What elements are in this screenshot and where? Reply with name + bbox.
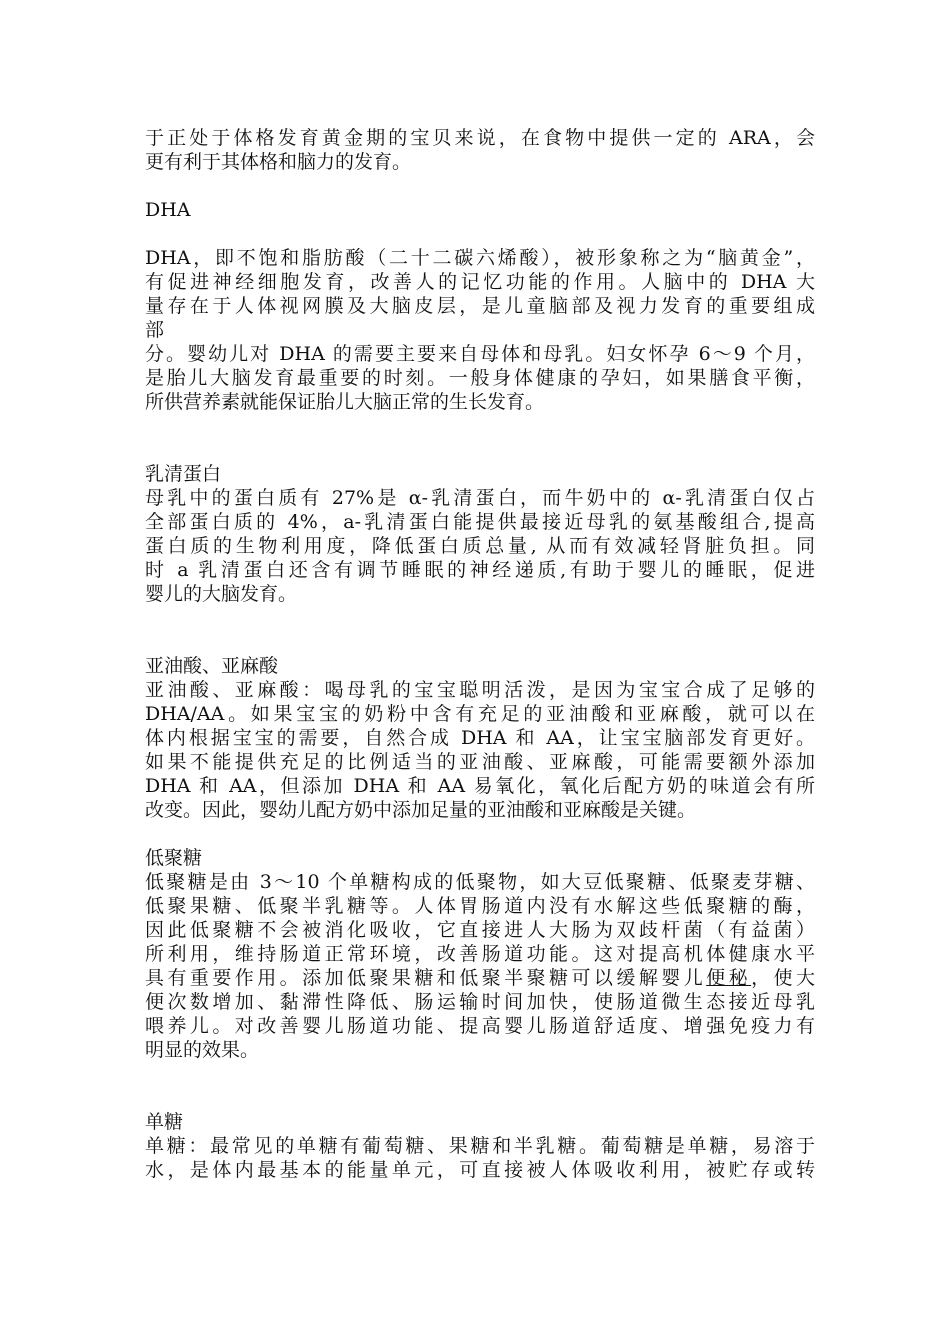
paragraph-line: 低聚糖是由 3～10 个单糖构成的低聚物，如大豆低聚糖、低聚麦芽糖、 bbox=[145, 871, 815, 893]
paragraph-line: 蛋白质的生物利用度，降低蛋白质总量, 从而有效减轻肾脏负担。同 bbox=[145, 535, 815, 557]
paragraph-line: 分。婴幼儿对 DHA 的需要主要来自母体和母乳。妇女怀孕 6～9 个月， bbox=[145, 343, 815, 365]
paragraph-line: 明显的效果。 bbox=[145, 1039, 260, 1061]
section-heading-linoleic: 亚油酸、亚麻酸 bbox=[145, 655, 279, 677]
intro-line: 于正处于体格发育黄金期的宝贝来说，在食物中提供一定的 ARA，会 bbox=[145, 127, 815, 149]
paragraph-line: 母乳中的蛋白质有 27%是 α-乳清蛋白，而牛奶中的 α-乳清蛋白仅占 bbox=[145, 487, 815, 509]
paragraph-line: 全部蛋白质的 4%，a-乳清蛋白能提供最接近母乳的氨基酸组合,提高 bbox=[145, 511, 815, 533]
paragraph-text: ，使大 bbox=[751, 967, 815, 989]
paragraph-line: 婴儿的大脑发育。 bbox=[145, 583, 298, 605]
section-heading-whey: 乳清蛋白 bbox=[145, 463, 222, 485]
paragraph-line: 喂养儿。对改善婴儿肠道功能、提高婴儿肠道舒适度、增强免疫力有 bbox=[145, 1015, 815, 1037]
paragraph-line: DHA/AA。如果宝宝的奶粉中含有充足的亚油酸和亚麻酸，就可以在 bbox=[145, 703, 815, 725]
intro-line: 更有利于其体格和脑力的发育。 bbox=[145, 151, 412, 173]
paragraph-line: 如果不能提供充足的比例适当的亚油酸、亚麻酸，可能需要额外添加 bbox=[145, 751, 815, 773]
paragraph-line: 部 bbox=[145, 319, 165, 341]
section-heading-dha: DHA bbox=[145, 199, 191, 221]
paragraph-line: 所利用，维持肠道正常环境，改善肠道功能。这对提高机体健康水平 bbox=[145, 943, 815, 965]
paragraph-line: 低聚果糖、低聚半乳糖等。人体胃肠道内没有水解这些低聚糖的酶， bbox=[145, 895, 815, 917]
paragraph-line: 量存在于人体视网膜及大脑皮层，是儿童脑部及视力发育的重要组成 bbox=[145, 295, 815, 317]
paragraph-line: 单糖：最常见的单糖有葡萄糖、果糖和半乳糖。葡萄糖是单糖，易溶于 bbox=[145, 1135, 815, 1157]
paragraph-line: 因此低聚糖不会被消化吸收，它直接进人大肠为双歧杆菌（有益菌） bbox=[145, 919, 815, 941]
paragraph-line: DHA，即不饱和脂肪酸（二十二碳六烯酸），被形象称之为“脑黄金”， bbox=[145, 247, 815, 269]
paragraph-line: 便次数增加、黏滞性降低、肠运输时间加快，使肠道微生态接近母乳 bbox=[145, 991, 815, 1013]
section-heading-oligo: 低聚糖 bbox=[145, 847, 203, 869]
paragraph-line: 有促进神经细胞发育，改善人的记忆功能的作用。人脑中的 DHA 大 bbox=[145, 271, 815, 293]
paragraph-line: 所供营养素就能保证胎儿大脑正常的生长发育。 bbox=[145, 391, 545, 413]
paragraph-line: 亚油酸、亚麻酸：喝母乳的宝宝聪明活泼，是因为宝宝合成了足够的 bbox=[145, 679, 815, 701]
paragraph-line: DHA 和 AA，但添加 DHA 和 AA 易氧化，氧化后配方奶的味道会有所 bbox=[145, 775, 815, 797]
paragraph-line: 改变。因此，婴幼儿配方奶中添加足量的亚油酸和亚麻酸是关键。 bbox=[145, 799, 697, 821]
paragraph-line: 时 a 乳清蛋白还含有调节睡眠的神经递质,有助于婴儿的睡眠，促进 bbox=[145, 559, 815, 581]
paragraph-line bbox=[145, 966, 815, 990]
paragraph-line: 是胎儿大脑发育最重要的时刻。一般身体健康的孕妇，如果膳食平衡， bbox=[145, 367, 815, 389]
paragraph-line: 体内根据宝宝的需要，自然合成 DHA 和 AA，让宝宝脑部发育更好。 bbox=[145, 727, 815, 749]
document-body bbox=[145, 126, 815, 1182]
section-heading-mono: 单糖 bbox=[145, 1111, 184, 1133]
paragraph-line: 水，是体内最基本的能量单元，可直接被人体吸收利用，被贮存或转 bbox=[145, 1159, 815, 1181]
paragraph-text: 具有重要作用。添加低聚果糖和低聚半聚糖可以缓解婴儿 bbox=[145, 967, 707, 989]
constipation-link[interactable]: 便秘 bbox=[706, 967, 752, 989]
